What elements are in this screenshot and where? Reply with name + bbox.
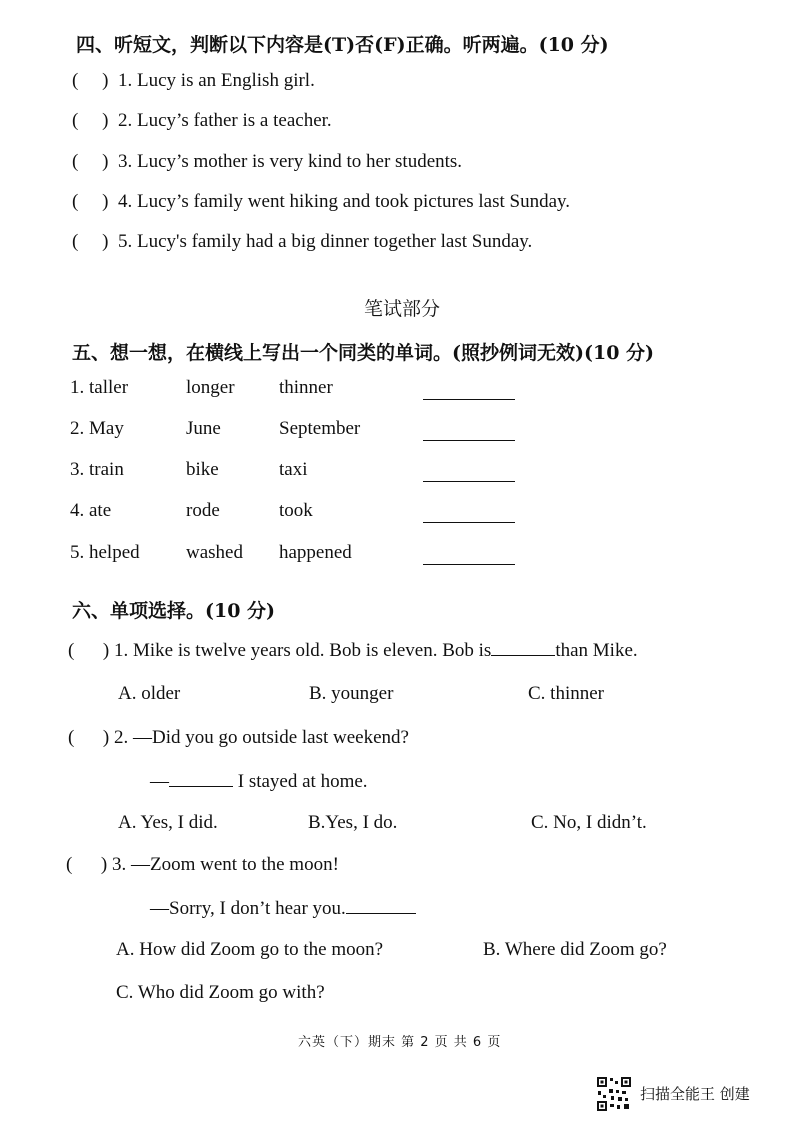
answer-paren[interactable]: ( ) bbox=[72, 110, 109, 131]
scanner-watermark: 扫描全能王 创建 bbox=[640, 1085, 750, 1103]
answer-blank[interactable] bbox=[423, 463, 515, 482]
qr-code-icon bbox=[596, 1076, 632, 1112]
option-a[interactable]: A. Yes, I did. bbox=[118, 812, 218, 833]
statement-text: 5. Lucy's family had a big dinner together last Sunday. bbox=[118, 231, 533, 252]
list-item bbox=[72, 151, 462, 173]
section-4-title: 四、听短文，判断以下内容是(T)否(F)正确。听两遍。(10 分) bbox=[76, 34, 609, 56]
list-item bbox=[72, 191, 570, 213]
written-part-title: 笔试部分 bbox=[364, 298, 441, 320]
section-6-title: 六、单项选择。(10 分) bbox=[72, 600, 276, 622]
question-2-stem: ( ) 2. —Did you go outside last weekend? bbox=[68, 727, 409, 748]
word-cell: longer bbox=[186, 377, 235, 398]
answer-blank[interactable] bbox=[423, 546, 515, 565]
statement-text: 3. Lucy’s mother is very kind to her students. bbox=[118, 151, 463, 172]
question-1-stem: ( ) 1. Mike is twelve years old. Bob is eleven. Bob is than Mike. bbox=[68, 640, 638, 661]
word-cell: 4. ate bbox=[70, 500, 112, 521]
option-a[interactable]: A. older bbox=[118, 683, 181, 704]
question-3-stem: ( ) 3. —Zoom went to the moon! bbox=[66, 854, 339, 875]
word-cell: 1. taller bbox=[70, 377, 129, 398]
answer-paren[interactable]: ( ) bbox=[68, 727, 110, 748]
answer-paren[interactable]: ( ) bbox=[72, 151, 109, 172]
answer-paren[interactable]: ( ) bbox=[66, 854, 108, 875]
answer-blank[interactable] bbox=[423, 422, 515, 441]
option-a[interactable]: A. How did Zoom go to the moon? bbox=[116, 939, 384, 960]
word-cell: 2. May bbox=[70, 418, 124, 439]
list-item bbox=[72, 110, 332, 132]
word-cell: bike bbox=[186, 459, 219, 480]
word-cell: 3. train bbox=[70, 459, 124, 480]
word-cell: happened bbox=[279, 542, 352, 563]
option-c[interactable]: C. Who did Zoom go with? bbox=[116, 982, 325, 1003]
word-cell: rode bbox=[186, 500, 220, 521]
answer-blank[interactable] bbox=[169, 770, 233, 787]
word-cell: September bbox=[279, 418, 361, 439]
list-item bbox=[72, 231, 532, 253]
answer-paren[interactable]: ( ) bbox=[72, 191, 109, 212]
word-cell: taxi bbox=[279, 459, 308, 480]
question-3-reply: —Sorry, I don’t hear you. bbox=[150, 897, 416, 920]
answer-blank[interactable] bbox=[423, 381, 515, 400]
option-c[interactable]: C. No, I didn’t. bbox=[531, 812, 647, 833]
word-cell: 5. helped bbox=[70, 542, 140, 563]
question-2-reply: — I stayed at home. bbox=[150, 771, 368, 792]
answer-paren[interactable]: ( ) bbox=[72, 231, 109, 252]
word-cell: June bbox=[186, 418, 221, 439]
statement-text: 2. Lucy’s father is a teacher. bbox=[118, 110, 332, 131]
word-cell: washed bbox=[186, 542, 243, 563]
page-footer: 六英（下）期末 第 2 页 共 6 页 bbox=[298, 1035, 502, 1050]
list-item bbox=[72, 70, 315, 92]
answer-blank[interactable] bbox=[346, 897, 416, 914]
section-5-title: 五、想一想，在横线上写出一个同类的单词。(照抄例词无效)(10 分) bbox=[72, 342, 655, 364]
word-cell: thinner bbox=[279, 377, 333, 398]
statement-text: 1. Lucy is an English girl. bbox=[118, 70, 315, 91]
option-b[interactable]: B. Where did Zoom go? bbox=[483, 939, 667, 960]
answer-blank[interactable] bbox=[423, 504, 515, 523]
answer-blank[interactable] bbox=[491, 639, 555, 656]
answer-paren[interactable]: ( ) bbox=[68, 640, 110, 661]
option-c[interactable]: C. thinner bbox=[528, 683, 604, 704]
answer-paren[interactable]: ( ) bbox=[72, 70, 109, 91]
statement-text: 4. Lucy’s family went hiking and took pictures last Sunday. bbox=[118, 191, 571, 212]
word-cell: took bbox=[279, 500, 313, 521]
option-b[interactable]: B. younger bbox=[309, 683, 394, 704]
option-b[interactable]: B.Yes, I do. bbox=[308, 812, 398, 833]
